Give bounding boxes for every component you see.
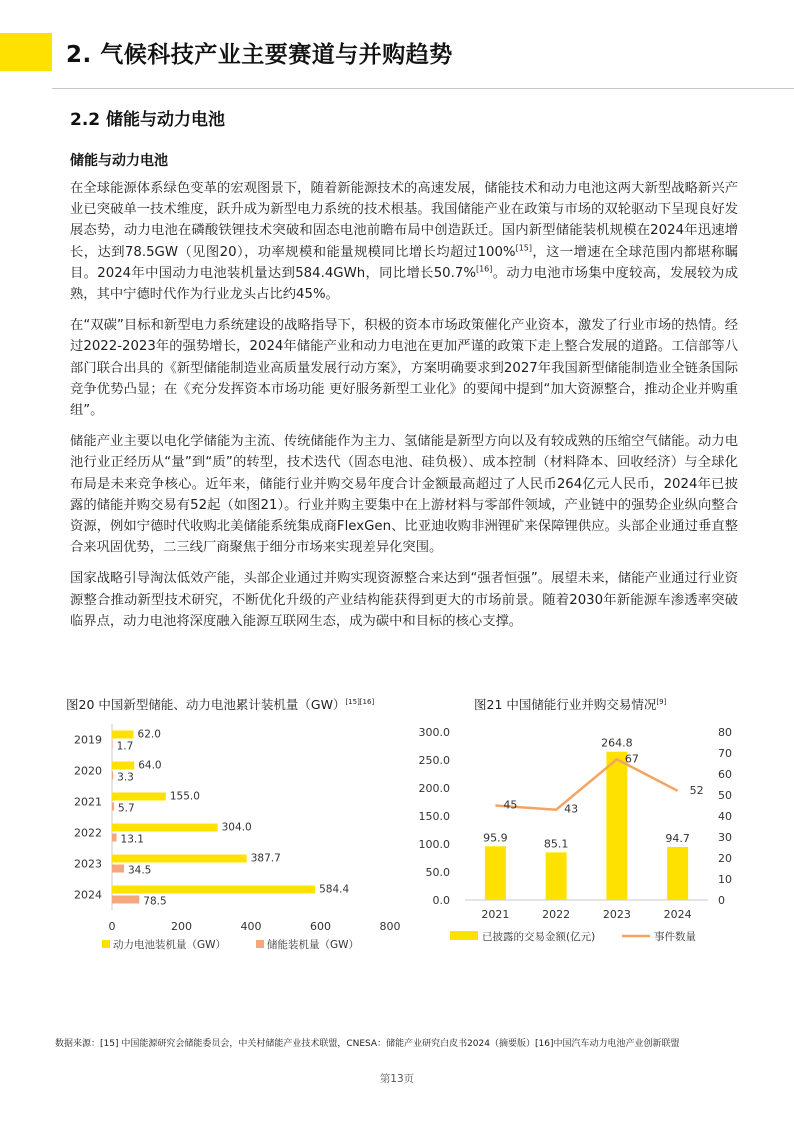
left-tick-label: 0.0: [432, 894, 450, 907]
battery-value-label: 304.0: [221, 821, 252, 834]
category-label: 2023: [74, 857, 102, 871]
deal-value-label: 85.1: [543, 837, 569, 851]
figure20-caption: 图20 中国新型储能、动力电池累计装机量（GW）[15][16]: [66, 697, 375, 712]
deal-value-bar: [606, 752, 627, 900]
category-label: 2020: [74, 764, 102, 778]
battery-bar: [112, 762, 134, 770]
left-tick-label: 50.0: [425, 866, 450, 879]
storage-value-label: 5.7: [117, 802, 135, 815]
x-tick-label: 2023: [602, 908, 631, 921]
category-label: 2019: [74, 733, 102, 747]
x-tick-label: 0: [108, 920, 116, 933]
storage-value-label: 1.7: [116, 740, 134, 753]
storage-bar: [112, 741, 113, 749]
category-label: 2024: [74, 888, 102, 902]
section-subtitle: 储能与动力电池: [70, 153, 168, 169]
battery-value-label: 155.0: [169, 790, 200, 803]
header-divider: [52, 88, 794, 89]
battery-bar: [112, 886, 315, 894]
section-title: 2.2 储能与动力电池: [70, 110, 226, 130]
header-accent-bar: [0, 33, 52, 71]
deal-value-bar: [546, 852, 567, 900]
battery-bar: [112, 731, 134, 739]
legend-swatch-deal-value: [450, 931, 478, 940]
right-tick-label: 10: [718, 873, 732, 886]
deal-value-bar: [485, 846, 506, 900]
chapter-title: 2. 气候科技产业主要赛道与并购趋势: [66, 42, 453, 68]
paragraph-4: 国家战略引导淘汰低效产能，头部企业通过并购实现资源整合来达到“强者恒强”。展望未来，储能产业通过行业资源整合推动新型技术研究，不断优化升级的产业结构能获得到更大的市场前景。随着2030年新能源车渗透率突破临界点，动力电池将深度融入能源互联网生态，成为碳中和目标的核心支撑。: [70, 571, 738, 629]
storage-bar: [112, 803, 114, 811]
storage-value-label: 78.5: [143, 895, 167, 908]
right-tick-label: 70: [718, 747, 732, 760]
right-tick-label: 50: [718, 789, 732, 802]
deal-value-label: 94.7: [665, 831, 690, 845]
deal-value-bar: [667, 847, 688, 900]
data-source-footnote: 数据来源：[15] 中国能源研究会储能委员会，中关村储能产业技术联盟，CNESA：储能产业研究白皮书2024（摘要版）[16]中国汽车动力电池产业创新联盟: [55, 1039, 680, 1049]
left-tick-label: 300.0: [418, 726, 450, 739]
left-tick-label: 250.0: [418, 754, 450, 767]
deal-value-label: 264.8: [601, 736, 633, 750]
deal-count-line: [495, 759, 677, 809]
figure21-chart: [410, 718, 750, 958]
figure21-caption: 图21 中国储能行业并购交易情况[9]: [474, 697, 667, 712]
storage-bar: [112, 896, 139, 904]
citation-15[interactable]: [15]: [515, 243, 532, 253]
right-tick-label: 0: [718, 894, 725, 907]
battery-value-label: 64.0: [138, 759, 162, 772]
citation-16[interactable]: [16]: [475, 264, 493, 274]
legend-swatch-storage: [256, 940, 264, 948]
x-tick-label: 200: [171, 920, 192, 933]
battery-value-label: 584.4: [319, 883, 350, 896]
paragraph-1: 在全球能源体系绿色变革的宏观图景下，随着新能源技术的高速发展，储能技术和动力电池这两大新型战略新兴产业已突破单一技术维度，跃升成为新型电力系统的技术根基。我国储能产业在政策与市场的双轮驱动下呈现良好发展态势，动力电池在磷酸铁锂技术突破和固态电池前瞻布局中创造跃迁。国内新型储能装机规模在2024年迅速增长，达到78.5GW（见图20），功率规模和能量规模同比增长均超过100%[15]，这一增速在全球范围内都堪称瞩目。2024年中国动力电池装机量达到584.4GWh，同比增长50.7%[16]。动力电池市场集中度较高，发展较为成熟，其中宁德时代作为行业龙头占比约45%。: [70, 181, 739, 303]
left-tick-label: 100.0: [418, 838, 450, 851]
storage-bar: [112, 834, 117, 842]
battery-bar: [112, 824, 218, 832]
battery-bar: [112, 793, 166, 801]
battery-value-label: 387.7: [250, 852, 281, 865]
deal-count-label: 52: [689, 783, 704, 797]
storage-value-label: 34.5: [127, 864, 152, 877]
storage-bar: [112, 772, 113, 780]
storage-value-label: 3.3: [117, 771, 134, 784]
right-tick-label: 30: [718, 831, 732, 844]
paragraph-2: 在“双碳”目标和新型电力系统建设的战略指导下，积极的资本市场政策催化产业资本，激发了行业市场的热情。经过2022-2023年的强势增长，2024年储能产业和动力电池在更加严谨的政策下走上整合发展的道路。工信部等八部门联合出具的《新型储能制造业高质量发展行动方案》，方案明确要求到2027年我国新型储能制造业全链条国际竞争优势凸显；在《充分发挥资本市场功能 更好服务新型工业化》的要闻中提到“加大资源整合，推动企业并购重组”。: [70, 318, 738, 419]
x-tick-label: 800: [379, 920, 401, 933]
page-number: 第13页: [379, 1073, 415, 1085]
category-label: 2021: [74, 795, 102, 809]
deal-count-label: 67: [624, 752, 639, 766]
right-tick-label: 60: [718, 768, 732, 781]
right-tick-label: 20: [718, 852, 732, 865]
battery-bar: [112, 855, 247, 863]
deal-count-label: 43: [564, 802, 579, 816]
right-tick-label: 80: [718, 726, 732, 739]
storage-value-label: 13.1: [120, 833, 144, 846]
deal-value-label: 95.9: [483, 831, 508, 845]
legend-label-deal-count: 事件数量: [654, 931, 696, 943]
right-tick-label: 40: [718, 810, 732, 823]
paragraph-3: 储能产业主要以电化学储能为主流、传统储能作为主力、氢储能是新型方向以及有较成熟的压缩空气储能。动力电池行业正经历从“量”到“质”的转型，技术迭代（固态电池、硅负极）、成本控制（材料降本、回收经济）与全球化布局是未来竞争核心。近年来，储能行业并购交易年度合计金额最高超过了人民币264亿元人民币，2024年已披露的储能并购交易有52起（如图21）。行业并购主要集中在上游材料与零部件领域，产业链中的强势企业纵向整合资源，例如宁德时代收购北美储能系统集成商FlexGen、比亚迪收购非洲锂矿来保障锂供应。头部企业通过垂直整合来巩固优势，二三线厂商聚焦于细分市场来实现差异化突围。: [70, 434, 738, 556]
body-text: [70, 178, 738, 632]
left-tick-label: 150.0: [418, 810, 450, 823]
figure20-chart: [60, 718, 410, 958]
x-tick-label: 400: [240, 920, 262, 933]
battery-value-label: 62.0: [137, 728, 161, 741]
legend-label-storage: 储能装机量（GW）: [267, 939, 360, 951]
legend-label-deal-value: 已披露的交易金额(亿元): [482, 931, 596, 943]
legend-swatch-battery: [102, 940, 110, 948]
x-tick-label: 2022: [542, 908, 571, 921]
storage-bar: [112, 865, 124, 873]
category-label: 2022: [74, 826, 102, 840]
deal-count-label: 45: [503, 798, 518, 812]
x-tick-label: 600: [310, 920, 331, 933]
legend-label-battery: 动力电池装机量（GW）: [113, 939, 227, 951]
x-tick-label: 2024: [663, 908, 692, 921]
x-tick-label: 2021: [481, 908, 510, 921]
left-tick-label: 200.0: [418, 782, 450, 795]
